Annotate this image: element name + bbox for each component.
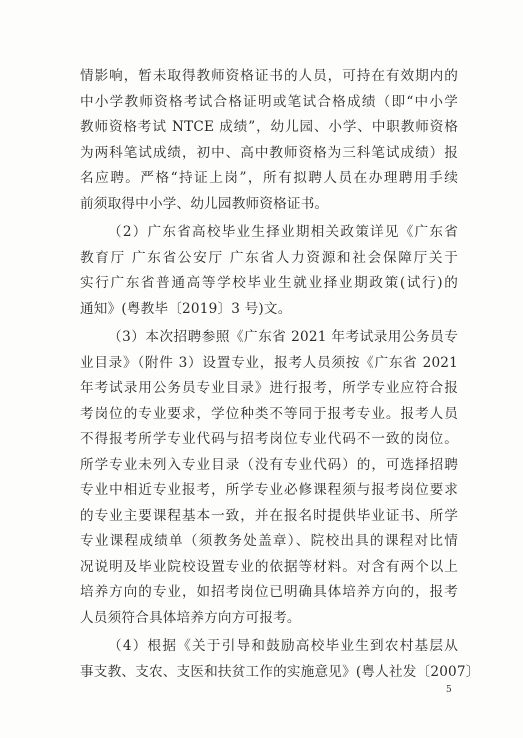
text-line: 所学专业未列入专业目录（没有专业代码）的，可选择招聘 <box>80 456 458 473</box>
text-line: 情影响，暂未取得教师资格证书的人员，可持在有效期内的 <box>80 68 458 84</box>
text-line: 不得报考所学专业代码与招考岗位专业代码不一致的岗位。 <box>80 431 458 447</box>
text-line: 前须取得中小学、幼儿园教师资格证书。 <box>80 195 329 212</box>
text-line: 考岗位的专业要求，学位种类不等同于报考专业。报考人员 <box>80 405 458 422</box>
text-line: 通知》(粤教毕〔2019〕3 号)文。 <box>80 300 292 317</box>
paragraph-2-first-line: （2）广东省高校毕业生择业期相关政策详见《广东省 <box>108 224 458 240</box>
body-text <box>80 64 480 685</box>
text-line: 为两科笔试成绩，初中、高中教师资格为三科笔试成绩）报 <box>80 144 458 161</box>
text-line: 中小学教师资格考试合格证明或笔试合格成绩（即“中小学 <box>80 93 458 110</box>
text-line: 教师资格考试 NTCE 成绩”，幼儿园、小学、中职教师资格 <box>80 119 458 135</box>
text-line: 的专业主要课程基本一致，并在报名时提供毕业证书、所学 <box>80 507 458 524</box>
text-line: 专业中相近专业报考，所学专业必修课程须与报考岗位要求 <box>80 482 458 498</box>
text-line: 实行广东省普通高等学校毕业生就业择业期政策(试行)的 <box>80 275 458 291</box>
page-number: 5 <box>446 685 452 695</box>
paragraph-4-first-line: （4）根据《关于引导和鼓励高校毕业生到农村基层从 <box>108 638 458 654</box>
text-line: 事支教、支农、支医和扶贫工作的实施意见》(粤人社发〔2007〕 <box>80 663 480 680</box>
paragraph-3-first-line: （3）本次招聘参照《广东省 2021 年考试录用公务员专 <box>108 329 458 345</box>
text-line: 业目录》（附件 3）设置专业，报考人员须按《广东省 2021 <box>80 354 458 371</box>
text-line: 教育厅 广东省公安厅 广东省人力资源和社会保障厅关于 <box>80 249 458 266</box>
text-line: 年考试录用公务员专业目录》进行报考，所学专业应符合报 <box>80 380 458 396</box>
text-line: 况说明及毕业院校设置专业的依据等材料。对含有两个以上 <box>80 558 458 575</box>
text-line: 人员须符合具体培养方向方可报考。 <box>80 609 301 626</box>
text-line: 名应聘。严格“持证上岗”，所有拟聘人员在办理聘用手续 <box>80 170 458 186</box>
text-line: 培养方向的专业，如招考岗位已明确具体培养方向的，报考 <box>80 584 458 600</box>
text-line: 专业课程成绩单（须教务处盖章）、院校出具的课程对比情 <box>80 533 458 549</box>
